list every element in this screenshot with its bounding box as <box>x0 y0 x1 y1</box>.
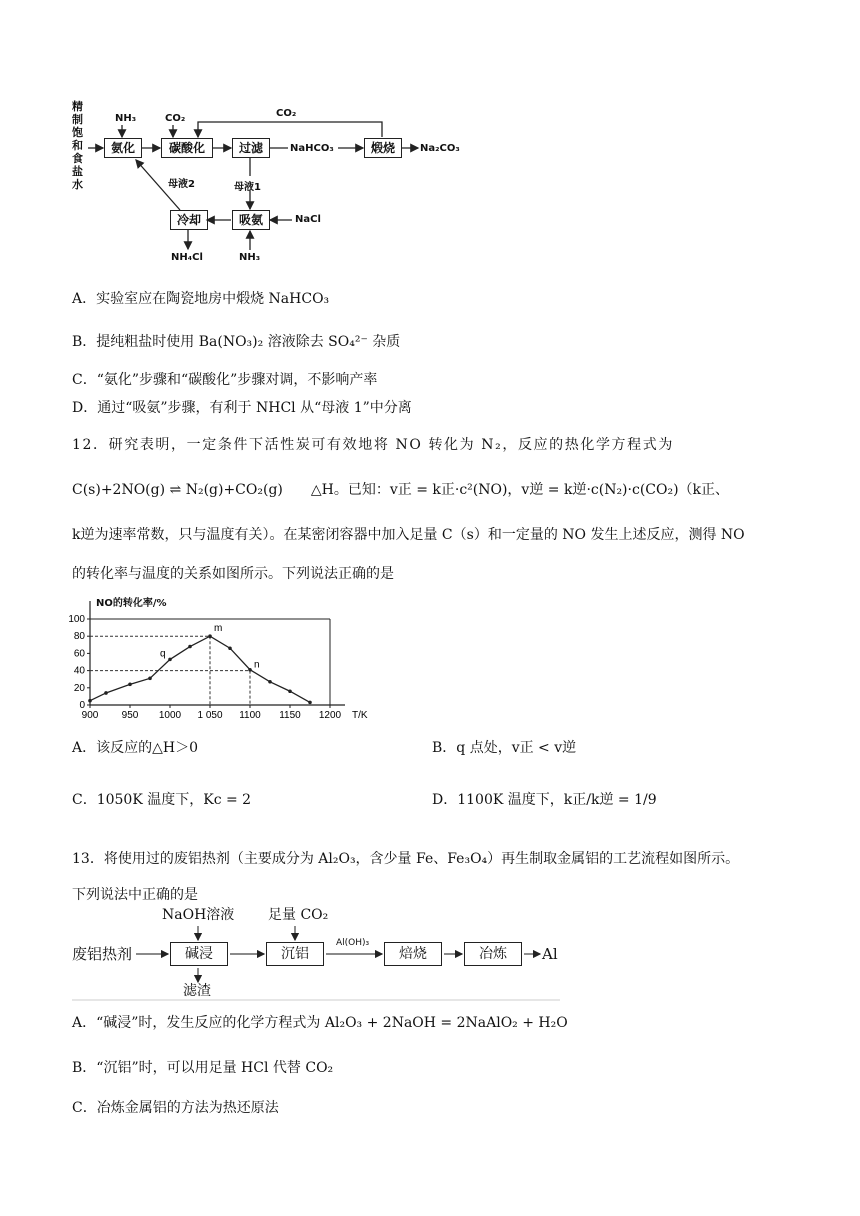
q12-stem-line4: 的转化率与温度的关系如图所示。下列说法正确的是 <box>72 566 394 582</box>
box-duanshao: 煅烧 <box>364 138 402 158</box>
q12-stem-line2: C(s)+2NO(g) ⇌ N₂(g)+CO₂(g) △H。已知：v正 = k正·c²(NO)，v逆 = k逆·c(N₂)·c(CO₂)（k正、 <box>72 482 730 498</box>
q11-option-a: A．实验室应在陶瓷地房中煅烧 NaHCO₃ <box>72 291 330 307</box>
vertical-char: 饱 <box>72 126 83 139</box>
q12-option-c: C．1050K 温度下，Kc = 2 <box>72 792 252 808</box>
q12-option-d: D．1100K 温度下，k正/k逆 = 1/9 <box>432 792 657 808</box>
point-label-q: q <box>160 648 166 660</box>
point-label-n: n <box>254 659 260 671</box>
vertical-char: 精 <box>72 100 83 113</box>
label-muye2: 母液2 <box>168 179 195 190</box>
box-jianjin: 碱浸 <box>170 942 228 966</box>
label-nacl: NaCl <box>295 214 321 225</box>
box-chenlv: 沉铝 <box>266 942 324 966</box>
flow2-naoh: NaOH溶液 <box>162 907 235 923</box>
q11-option-c: C．“氨化”步骤和“碳酸化”步骤对调，不影响产率 <box>72 372 378 388</box>
q11-option-d: D．通过“吸氨”步骤，有利于 NHCl 从“母液 1”中分离 <box>72 400 412 416</box>
chart-ylabel: NO的转化率/% <box>96 598 167 609</box>
box-xian: 吸氨 <box>232 210 270 230</box>
label-nahco3: NaHCO₃ <box>290 143 334 154</box>
flow2-lvzha: 滤渣 <box>183 983 211 999</box>
x-tick-label: 1000 <box>158 710 182 721</box>
flow2-aloh3: Al(OH)₃ <box>336 938 370 948</box>
vertical-char: 制 <box>72 113 83 126</box>
label-nh3-top: NH₃ <box>115 113 137 124</box>
q13-stem-line1: 13．将使用过的废铝热剂（主要成分为 Al₂O₃，含少量 Fe、Fe₃O₄）再生制取金属铝的工艺流程如图所示。 <box>72 851 740 867</box>
q11-option-b: B．提纯粗盐时使用 Ba(NO₃)₂ 溶液除去 SO₄²⁻ 杂质 <box>72 334 401 350</box>
q12-stem-line3: k逆为速率常数，只与温度有关）。在某密闭容器中加入足量 C（s）和一定量的 NO 发生上述反应，测得 NO <box>72 527 745 543</box>
x-tick-label: 950 <box>121 710 139 721</box>
q13-option-b: B．“沉铝”时，可以用足量 HCl 代替 CO₂ <box>72 1060 334 1076</box>
y-tick-label: 40 <box>73 665 85 677</box>
label-co2-loop: CO₂ <box>276 108 297 119</box>
vertical-char: 食 <box>72 152 83 165</box>
box-lengque: 冷却 <box>170 210 208 230</box>
q13-option-c: C．冶炼金属铝的方法为热还原法 <box>72 1100 279 1116</box>
x-axis-label: T/K <box>352 710 368 721</box>
vertical-char: 水 <box>72 178 83 191</box>
label-nh3-bottom: NH₃ <box>239 252 261 263</box>
label-nh4cl: NH₄Cl <box>171 252 203 263</box>
flow2-start: 废铝热剂 <box>72 945 133 963</box>
q12-option-b: B．q 点处，v正 < v逆 <box>432 740 577 756</box>
q12-option-a: A．该反应的△H＞0 <box>72 740 198 756</box>
q13-option-a: A．“碱浸”时，发生反应的化学方程式为 Al₂O₃ + 2NaOH = 2NaAlO₂ + H₂O <box>72 1015 568 1031</box>
y-tick-label: 0 <box>79 700 85 711</box>
x-tick-label: 1200 <box>318 710 342 721</box>
flow2-al: Al <box>542 945 558 963</box>
label-muye1: 母液1 <box>234 182 261 193</box>
y-tick-label: 20 <box>73 682 85 694</box>
label-na2co3: Na₂CO₃ <box>420 143 460 154</box>
x-tick-label: 1 050 <box>197 710 223 721</box>
vertical-char: 和 <box>72 139 83 152</box>
vertical-char: 盐 <box>72 165 83 178</box>
box-guolv: 过滤 <box>232 138 270 158</box>
box-tansuanhua: 碳酸化 <box>161 138 213 158</box>
flow2-co2: 足量 CO₂ <box>268 907 329 923</box>
y-tick-label: 60 <box>73 648 85 660</box>
box-beishao: 焙烧 <box>384 942 442 966</box>
q13-stem-line2: 下列说法中正确的是 <box>72 887 198 903</box>
x-tick-label: 1100 <box>239 710 261 721</box>
x-tick-label: 1150 <box>279 710 301 721</box>
box-yelian: 冶炼 <box>464 942 522 966</box>
y-tick-label: 80 <box>73 631 85 643</box>
label-co2-top: CO₂ <box>165 113 186 124</box>
box-anhua: 氨化 <box>104 138 142 158</box>
y-tick-label: 100 <box>68 614 85 625</box>
point-label-m: m <box>214 623 223 635</box>
x-tick-label: 900 <box>81 710 99 721</box>
q12-stem-line1: 12．研究表明，一定条件下活性炭可有效地将 NO 转化为 N₂，反应的热化学方程式为 <box>72 437 674 453</box>
